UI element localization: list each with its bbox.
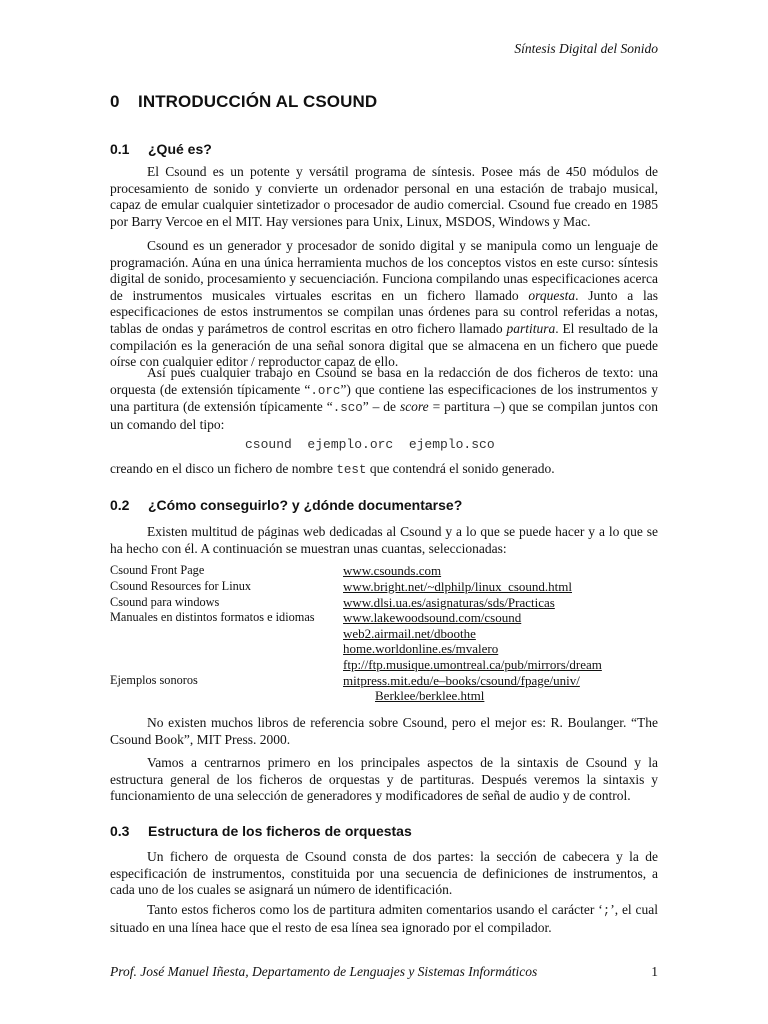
text-run: ” – de [362,399,400,415]
file-test: test [336,463,367,477]
link-row [110,579,670,595]
section-heading-0-3 [110,823,412,839]
text-run: creando en el disco un fichero de nombre [110,461,337,476]
ext-sco: .sco [332,401,363,416]
link-label: Ejemplos sonoros [110,673,198,687]
link-label: Csound Front Page [110,563,205,577]
term-score: score [399,399,429,415]
footer-author: Prof. José Manuel Iñesta, Departamento de Lenguajes y Sistemas Informáticos [110,964,538,979]
comment-char: ; [602,904,611,918]
text-run: Tanto estos ficheros como los de partitura admiten comentarios usando el carácter ‘ [147,902,603,917]
section-title: ¿Qué es? [148,141,212,157]
link-row [110,657,670,673]
link-url[interactable]: ftp://ftp.musique.umontreal.ca/pub/mirrors/dream [343,657,602,672]
link-url[interactable]: www.lakewoodsound.com/csound [343,610,522,625]
running-header: Síntesis Digital del Sonido [514,41,658,56]
link-row [110,626,670,642]
link-label: Csound para windows [110,595,220,609]
chapter-title: INTRODUCCIÓN AL CSOUND [138,92,378,111]
section-title: Estructura de los ficheros de orquestas [148,823,412,839]
section-heading-0-1 [110,141,212,157]
section-title: ¿Cómo conseguirlo? y ¿dónde documentarse? [148,497,463,513]
link-url[interactable]: www.csounds.com [343,563,442,578]
text-run: que contendrá el sonido generado. [366,461,555,476]
text-run: Así pues cualquier trabajo en Csound se basa en la redacción de dos ficheros de texto: una orquesta (de extensión típicamente “ [110,365,658,397]
section-number: 0.3 [110,823,130,839]
link-url[interactable]: www.dlsi.ua.es/asignaturas/sds/Practicas [343,595,555,610]
paragraph: No existen muchos libros de referencia sobre Csound, pero el mejor es: R. Boulanger. “The Csound Book”, MIT Press. 2000. [110,715,658,747]
text-run: ”) que contiene las especificaciones de los instrumentos y una partitura (de extensión típicamente “ [110,381,658,415]
section-number: 0.2 [110,497,130,513]
paragraph [110,365,658,433]
paragraph [110,461,658,479]
command-example: csound ejemplo.orc ejemplo.sco [245,437,495,452]
link-label: Manuales en distintos formatos e idiomas [110,610,315,624]
link-url[interactable]: web2.airmail.net/dboothe [343,626,476,641]
section-number: 0.1 [110,141,130,157]
text-run: . El resultado de la compilación es la generación de una señal sonora digital que se almacena en un fichero que puede oírse con cualquier editor / reproductor capaz de ello. [110,320,658,370]
page-number: 1 [651,964,658,979]
link-url[interactable]: www.bright.net/~dlphilp/linux_csound.html [343,579,572,594]
section-heading-0-2 [110,497,462,513]
link-row [110,641,670,657]
text-run: ’, el cual situado en una línea hace que el resto de esa línea sea ignorado por el compilador. [110,902,658,935]
paragraph: El Csound es un potente y versátil programa de síntesis. Posee más de 450 módulos de procesamiento de sonido y convierte un ordenador personal en una estación de trabajo musical, capaz de emular cualquier sintetizador o procesador de audio comercial. Csound fue creado en 1985 por Barry Vercoe en el MIT. Hay versiones para Unix, Linux, MSDOS, Windows y Mac. [110,164,658,229]
term-orquesta: orquesta [528,287,576,303]
link-url[interactable]: Berklee/berklee.html [375,688,485,703]
text-run: . Junto a las especificaciones de estos instrumentos se compilan unas órdenes para su control referidas a notas, tablas de ondas y parámetros de control escritas en otro fichero llamado [110,287,658,336]
paragraph: Un fichero de orquesta de Csound consta de dos partes: la sección de cabecera y la de especificación de instrumentos, constituida por una secuencia de definiciones de instrumentos, a cada uno de los cuales se asignará un número de identificación. [110,849,658,898]
text-run: Csound es un generador y procesador de sonido digital y se manipula como un lenguaje de programación. Aúna en una única herramienta muchos de los conceptos vistos en este curso: síntesis digital de sonido, procesamiento y secuenciación. Funciona compilando unas especificaciones acerca de instrumentos musicales virtuales escritas en un fichero llamado [110,238,658,303]
paragraph [110,902,658,936]
ext-orc: .orc [310,383,341,398]
paragraph: Vamos a centrarnos primero en los principales aspectos de la sintaxis de Csound y la estructura general de los ficheros de orquestas y de partituras. Después veremos la sintaxis y funcionamiento de una selección de generadores y modificadores de señal de audio y de control. [110,755,658,804]
link-row [110,610,670,626]
chapter-number: 0 [110,92,120,111]
text-run: = partitura –) que se compilan juntos con un comando del tipo: [110,399,659,432]
link-url[interactable]: home.worldonline.es/mvalero [343,641,499,656]
term-partitura: partitura [506,320,556,336]
chapter-heading [110,92,377,112]
paragraph: Existen multitud de páginas web dedicadas al Csound y a lo que se puede hacer y a lo que se ha hecho con él. A continuación se muestran unas cuantas, seleccionadas: [110,524,658,556]
link-label: Csound Resources for Linux [110,579,252,593]
link-row [110,673,670,689]
link-row [110,595,670,611]
link-row [110,563,670,579]
paragraph [110,238,658,371]
link-url[interactable]: mitpress.mit.edu/e–books/csound/fpage/univ/ [343,673,580,688]
link-row [110,688,670,704]
